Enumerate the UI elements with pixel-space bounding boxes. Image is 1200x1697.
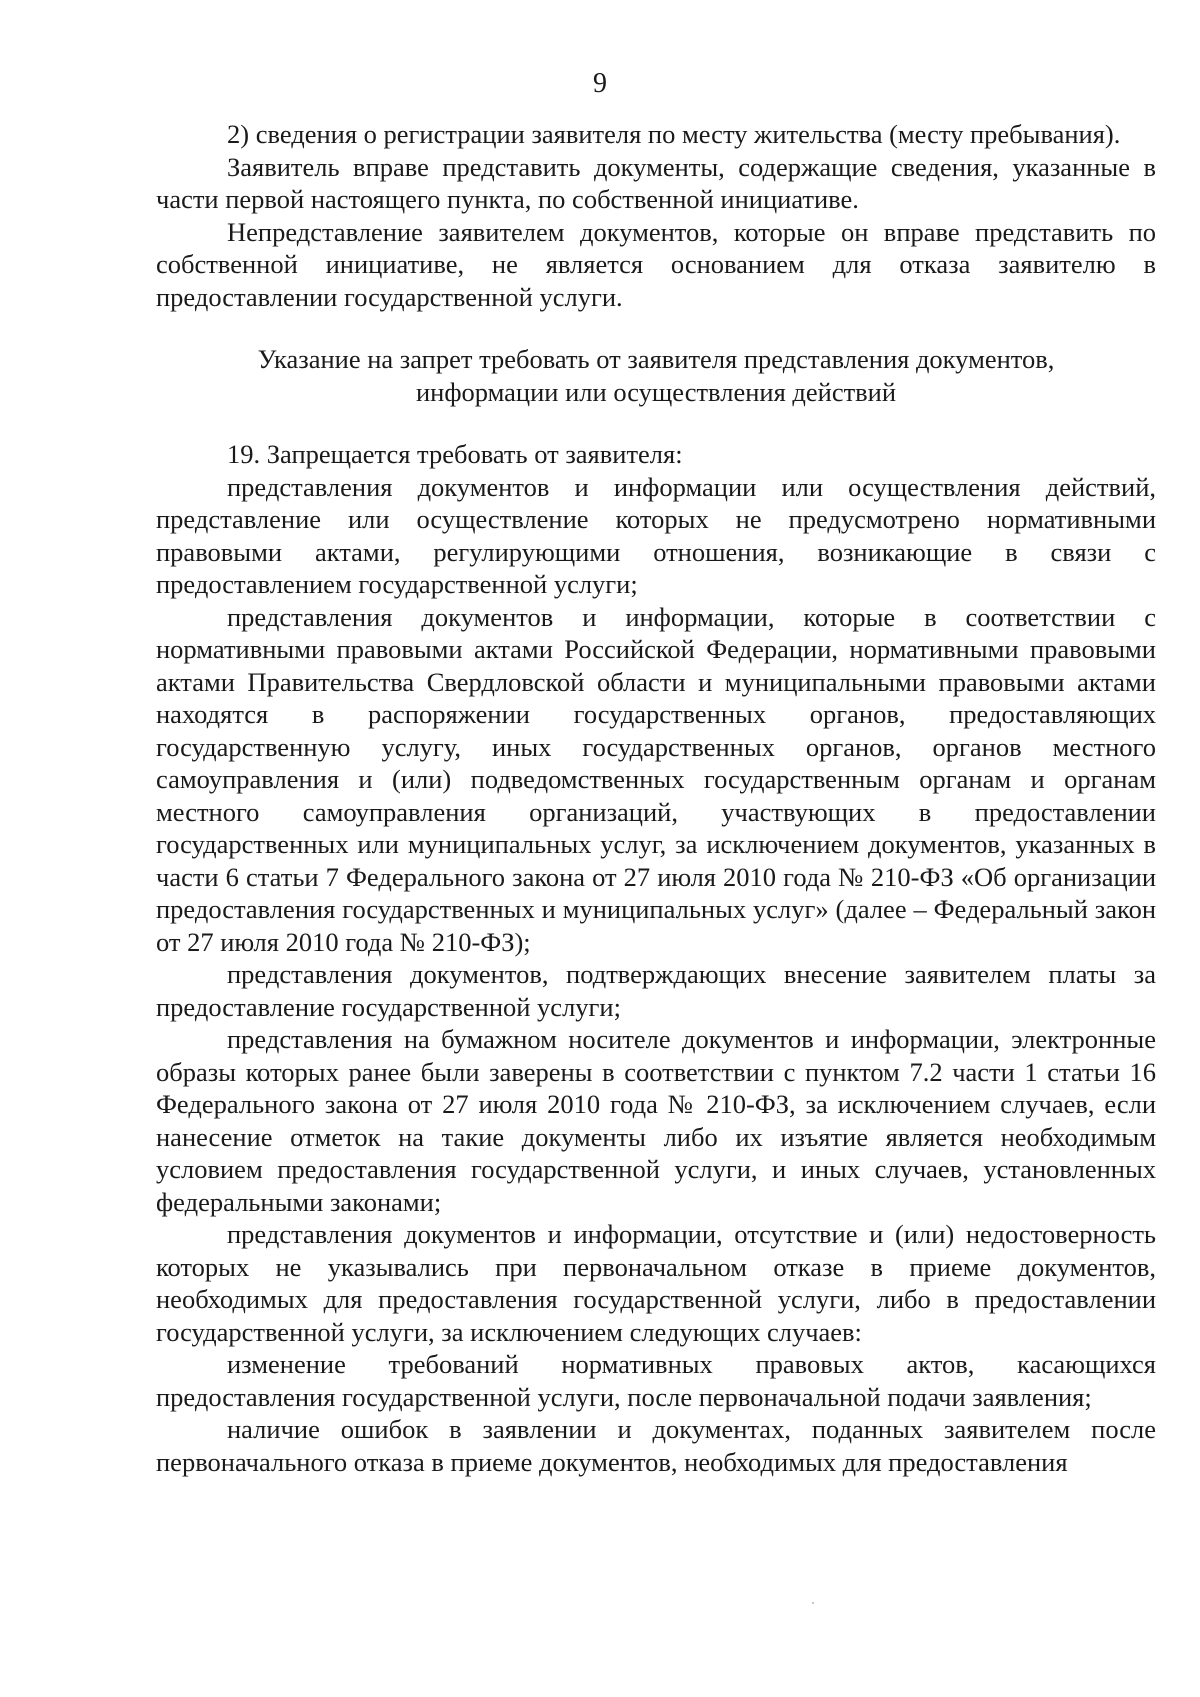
- paragraph: наличие ошибок в заявлении и документах, поданных заявителем после первоначального отказа в приеме документов, необходимых для предоставления: [156, 1414, 1156, 1477]
- scan-speck: [812, 1602, 814, 1604]
- paragraph: 2) сведения о регистрации заявителя по месту жительства (месту пребывания).: [227, 119, 1121, 149]
- paragraph: Заявитель вправе представить документы, содержащие сведения, указанные в части первой настоящего пункта, по собственной инициативе.: [156, 151, 1156, 214]
- paragraph: представления на бумажном носителе документов и информации, электронные образы которых ранее были заверены в соответствии с пунктом 7.2 части 1 статьи 16 Федерального закона от 27 июля 2010 года № 210-ФЗ, за исключением случаев, если нанесение отметок на такие документы либо их изъятие является необходимым условием предоставления государственной услуги, и иных случаев, установленных федеральными законами;: [156, 1024, 1156, 1217]
- paragraph: изменение требований нормативных правовых актов, касающихся предоставления государственной услуги, после первоначальной подачи заявления;: [156, 1349, 1156, 1412]
- section-heading-line: информации или осуществления действий: [415, 376, 897, 407]
- document-body: [156, 118, 1156, 1478]
- page-number: 9: [593, 68, 607, 99]
- paragraph: представления документов, подтверждающих внесение заявителем платы за предоставление государственной услуги;: [156, 959, 1156, 1022]
- paragraph: представления документов и информации, которые в соответствии с нормативными правовыми актами Российской Федерации, нормативными правовыми актами Правительства Свердловской области и муниципальными правовыми актами находятся в распоряжении государственных органов, предоставляющих государственную услугу, иных государственных органов, органов местного самоуправления и (или) подведомственных государственным органам и органам местного самоуправления организаций, участвующих в предоставлении государственных или муниципальных услуг, за исключением документов, указанных в части 6 статьи 7 Федерального закона от 27 июля 2010 года № 210-ФЗ «Об организации предоставления государственных и муниципальных услуг» (далее – Федеральный закон от 27 июля 2010 года № 210-ФЗ);: [156, 601, 1156, 957]
- clause-title: 19. Запрещается требовать от заявителя:: [227, 439, 683, 469]
- section-heading: [156, 343, 1156, 408]
- paragraph: представления документов и информации, отсутствие и (или) недостоверность которых не указывались при первоначальном отказе в приеме документов, необходимых для предоставления государственной услуги, либо в предоставлении государственной услуги, за исключением следующих случаев:: [156, 1219, 1156, 1347]
- section-heading-line: Указание на запрет требовать от заявителя представления документов,: [257, 344, 1055, 374]
- paragraph: Непредставление заявителем документов, которые он вправе представить по собственной инициативе, не является основанием для отказа заявителю в предоставлении государственной услуги.: [156, 216, 1156, 312]
- paragraph: представления документов и информации или осуществления действий, представление или осуществление которых не предусмотрено нормативными правовыми актами, регулирующими отношения, возникающие в связи с предоставлением государственной услуги;: [156, 471, 1156, 599]
